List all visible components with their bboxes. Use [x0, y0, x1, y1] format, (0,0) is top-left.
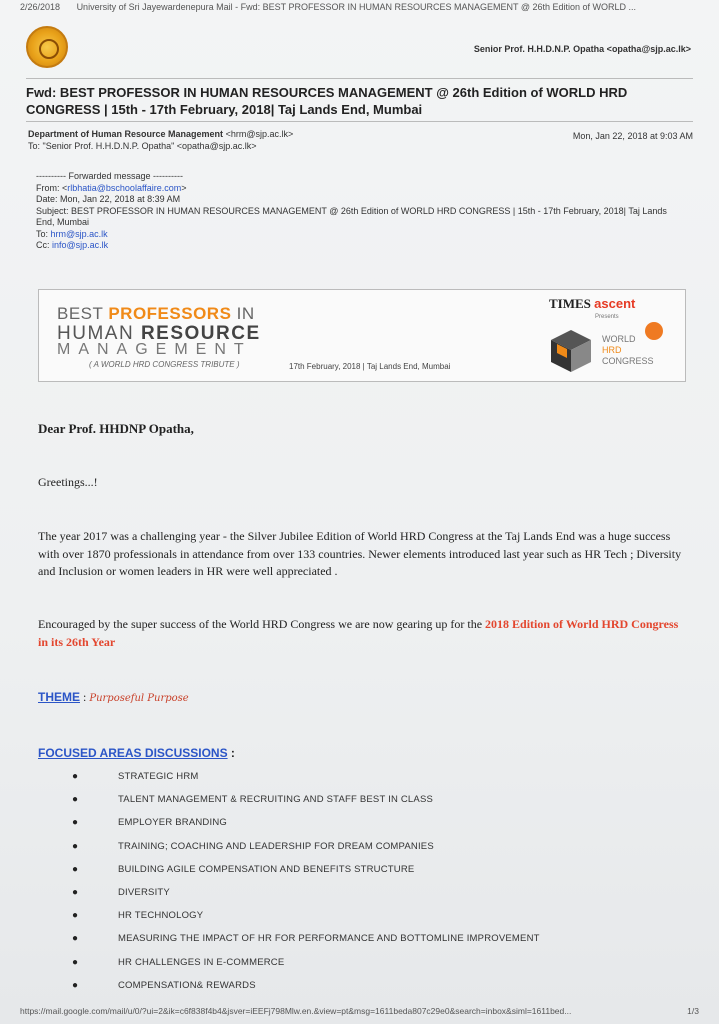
bullet-icon: ● [72, 840, 79, 852]
greetings: Greetings...! [38, 475, 98, 489]
email-subject: Fwd: BEST PROFESSOR IN HUMAN RESOURCES MANAGEMENT @ 26th Edition of WORLD HRD CONGRESS | 15th - 17th February, 2018| Taj Lands End, Mumbai [26, 85, 628, 117]
bullet-icon: ● [72, 794, 79, 806]
divider [26, 78, 693, 79]
bullet-icon: ● [72, 979, 79, 991]
forwarded-to-link[interactable]: hrm@sjp.ac.lk [50, 228, 108, 239]
list-item: ● TRAINING; COACHING AND LEADERSHIP FOR DREAM COMPANIES [72, 840, 434, 852]
message-to: To: "Senior Prof. H.H.D.N.P. Opatha" <opatha@sjp.ac.lk> [28, 141, 257, 151]
bullet-icon: ● [72, 956, 79, 968]
list-item: ● HR CHALLENGES IN E-COMMERCE [72, 956, 285, 968]
cube-logo-icon [547, 328, 595, 374]
list-item: ● TALENT MANAGEMENT & RECRUITING AND STAFF BEST IN CLASS [72, 794, 434, 806]
event-banner [38, 289, 686, 382]
print-date: 2/26/2018 [20, 2, 61, 12]
banner-tribute: ( A WORLD HRD CONGRESS TRIBUTE ) [89, 360, 240, 369]
message-from [28, 129, 293, 139]
salutation: Dear Prof. HHDNP Opatha, [38, 421, 194, 436]
forwarded-date: Date: Mon, Jan 22, 2018 at 8:39 AM [36, 194, 181, 204]
edition-highlight: 2018 Edition of World HRD Congress in its 26th Year [38, 617, 679, 649]
bullet-icon: ● [72, 863, 79, 875]
banner-human-resource: HUMAN RESOURCE [57, 323, 261, 344]
list-item: ● COMPENSATION& REWARDS [72, 979, 256, 991]
focused-areas-list [72, 771, 682, 1003]
bullet-icon: ● [72, 933, 79, 945]
print-footer-url: https://mail.google.com/mail/u/0/?ui=2&ik=c6f838f4b4&jsver=iEEFj798Mlw.en.&view=pt&msg=1611beda807c29e0&search=inbox&siml=1611bed... [20, 1006, 572, 1016]
divider [26, 121, 693, 122]
theme-line: THEME : Purposeful Purpose [38, 690, 189, 704]
banner-date-venue: 17th February, 2018 | Taj Lands End, Mumbai [289, 362, 451, 371]
world-hrd-congress-logo: WORLD HRD CONGRESS [602, 334, 654, 366]
times-ascent-logo: TIMES ascent [549, 296, 636, 311]
from-email: <hrm@sjp.ac.lk> [225, 129, 294, 139]
university-logo [26, 26, 68, 68]
print-page-number: 1/3 [687, 1006, 699, 1016]
list-item: ● MEASURING THE IMPACT OF HR FOR PERFORMANCE AND BOTTOMLINE IMPROVEMENT [72, 933, 540, 945]
list-item: ● DIVERSITY [72, 886, 170, 898]
forwarded-subject: Subject: BEST PROFESSOR IN HUMAN RESOURCES MANAGEMENT @ 26th Edition of WORLD HRD CONGRESS | 15th - 17th February, 2018| Taj Lands End, Mumbai [36, 205, 667, 227]
paragraph-encouraged: Encouraged by the super success of the World HRD Congress we are now gearing up for the 2018 Edition of World HRD Congress in its 26th Year [38, 617, 679, 649]
forwarded-from: From: <rlbhatia@bschoolaffaire.com> [36, 182, 187, 193]
list-item: ● STRATEGIC HRM [72, 771, 199, 782]
banner-presents: Presents [595, 314, 619, 320]
bullet-icon: ● [72, 817, 79, 829]
list-item: ● EMPLOYER BRANDING [72, 817, 227, 829]
forwarded-header [36, 171, 686, 252]
forwarded-divider: ---------- Forwarded message ---------- [36, 171, 183, 181]
bullet-icon: ● [72, 771, 79, 782]
account-name: Senior Prof. H.H.D.N.P. Opatha <opatha@sjp.ac.lk> [473, 44, 691, 54]
focused-areas-heading: FOCUSED AREAS DISCUSSIONS : [38, 746, 235, 760]
theme-label: THEME [38, 690, 80, 704]
banner-management: MANAGEMENT [57, 341, 252, 358]
banner-best-professors: BEST PROFESSORS IN [57, 304, 255, 323]
message-date: Mon, Jan 22, 2018 at 9:03 AM [572, 131, 693, 141]
from-name: Department of Human Resource Management [28, 129, 224, 139]
list-item: ● HR TECHNOLOGY [72, 910, 204, 922]
bullet-icon: ● [72, 886, 79, 898]
list-item: ● BUILDING AGILE COMPENSATION AND BENEFITS STRUCTURE [72, 863, 415, 875]
theme-value: Purposeful Purpose [89, 693, 189, 704]
forwarded-cc-link[interactable]: info@sjp.ac.lk [52, 240, 109, 250]
bullet-icon: ● [72, 910, 79, 922]
print-title: University of Sri Jayewardenepura Mail - Fwd: BEST PROFESSOR IN HUMAN RESOURCES MANAGEMENT @ 26th Edition of WORLD ... [76, 2, 637, 12]
forwarded-cc: Cc: info@sjp.ac.lk [36, 240, 109, 250]
forwarded-to: To: hrm@sjp.ac.lk [36, 228, 108, 239]
paragraph-intro: The year 2017 was a challenging year - the Silver Jubilee Edition of World HRD Congress at the Taj Lands End was a huge success with over 1870 professionals in attendance from over 133 countries. Newer elements introduced last year such as HR Tech ; Diversity and Inclusion or women leaders in HR were well appreciated . [38, 529, 682, 578]
print-header [20, 2, 699, 12]
forwarded-from-link[interactable]: rlbhatia@bschoolaffaire.com [67, 182, 182, 193]
